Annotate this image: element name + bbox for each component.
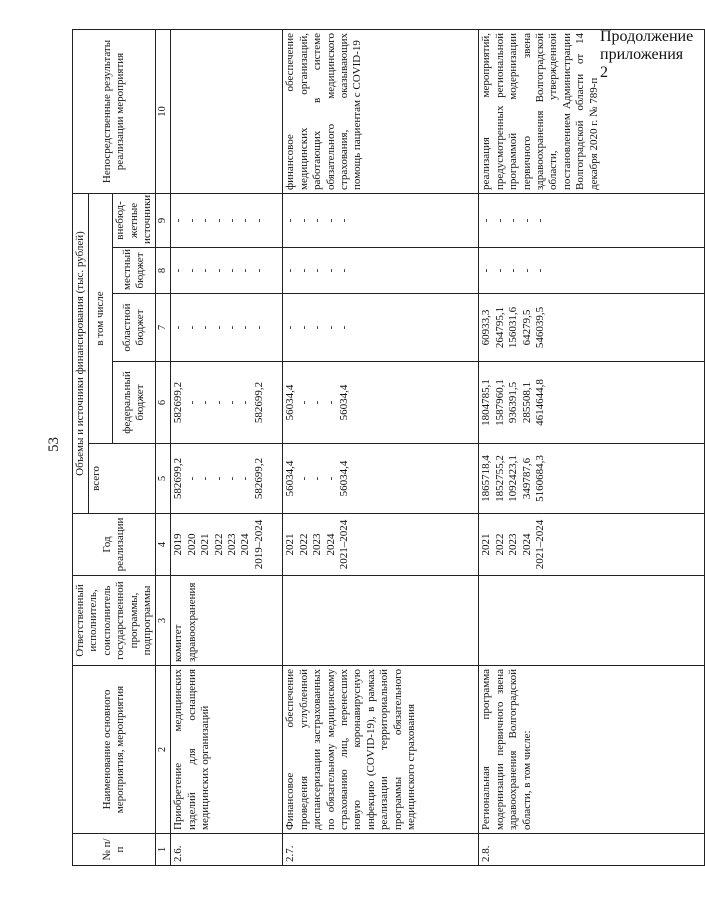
page-number: 53 <box>46 437 62 452</box>
row-number: 2.6. <box>171 834 283 866</box>
value-line: 285508,1 <box>520 381 533 424</box>
row-number: 2.7. <box>283 834 479 866</box>
header-num: № п/п <box>73 834 156 866</box>
value-line: - <box>338 325 351 330</box>
value-line: 349787,6 <box>520 457 533 500</box>
header-funding: Объемы и источники финансирования (тыс. рублей) <box>73 193 89 513</box>
col-number: 3 <box>156 576 171 666</box>
value-line: 64279,5 <box>520 309 533 346</box>
responsible-executor <box>283 576 479 666</box>
value-line: - <box>338 268 351 273</box>
header-including: в том числе <box>89 193 113 443</box>
value-line: 582699,2 <box>172 457 185 500</box>
value-line: - <box>534 268 547 273</box>
value-line: - <box>507 218 520 223</box>
col-number: 1 <box>156 834 171 866</box>
value-line: - <box>199 218 212 223</box>
value-line: - <box>185 325 198 330</box>
extrabudget-values <box>479 193 705 247</box>
value-line: 1804785,1 <box>480 379 493 426</box>
col-number: 6 <box>156 362 171 444</box>
value-line: 582699,2 <box>252 457 265 500</box>
value-line: 936391,5 <box>507 381 520 424</box>
value-line: - <box>297 400 310 405</box>
extrabudget-values <box>283 193 479 247</box>
value-line: - <box>252 325 265 330</box>
col-number: 7 <box>156 294 171 362</box>
regional-values <box>171 294 283 362</box>
value-line: 2022 <box>493 533 506 556</box>
header-responsible: Ответственный исполнитель, соисполнитель государственной программы, подпрограммы <box>73 576 156 666</box>
expected-result: реализация мероприятий, предусмотренных региональной программой модернизации первичного звена здравоохранения Волгоградской области, утвержденной постановлением Администрации Волгоградской области от 14 декабря 2020 г. № 789-п <box>479 29 705 193</box>
value-line: 2021–2024 <box>534 519 547 570</box>
total-values <box>479 444 705 514</box>
value-line: 2024 <box>520 533 533 556</box>
value-line: - <box>324 476 337 481</box>
value-line: 2019 <box>172 533 185 556</box>
year-list <box>283 514 479 576</box>
value-line: - <box>324 268 337 273</box>
rotated-table-area <box>72 30 600 866</box>
value-line: - <box>212 476 225 481</box>
value-line: 156031,6 <box>507 306 520 349</box>
value-line: - <box>199 268 212 273</box>
federal-values <box>283 362 479 444</box>
value-line: - <box>297 268 310 273</box>
value-line: 582699,2 <box>252 381 265 424</box>
row-number: 2.8. <box>479 834 705 866</box>
funding-table <box>72 29 705 866</box>
value-line: - <box>297 325 310 330</box>
federal-values <box>171 362 283 444</box>
value-line: 2022 <box>297 533 310 556</box>
value-line: - <box>493 218 506 223</box>
value-line: - <box>252 268 265 273</box>
header-extrabudget: внебюд-жетные источники <box>113 193 156 247</box>
year-list <box>171 514 283 576</box>
measure-name: Финансовое обеспечение проведения углубленной диспансеризации застрахованных по обязательному медицинскому страхованию лиц, перенесших новую коронавирусную инфекцию (COVID-19), в рамках реализации территориальной программы обязательного медицинского страхования <box>283 666 479 834</box>
table-body <box>171 29 705 865</box>
value-line: 56034,4 <box>338 384 351 421</box>
value-line: 5160684,3 <box>534 455 547 502</box>
value-line: - <box>311 218 324 223</box>
value-line: 2023 <box>226 533 239 556</box>
value-line: - <box>185 476 198 481</box>
value-line: 582699,2 <box>172 381 185 424</box>
value-line: - <box>212 268 225 273</box>
regional-values <box>283 294 479 362</box>
value-line: 60933,3 <box>480 309 493 346</box>
value-line: - <box>311 400 324 405</box>
header-name: Наименование основного мероприятия, мероприятия <box>73 666 156 834</box>
value-line: 1852755,2 <box>493 455 506 502</box>
value-line: - <box>185 400 198 405</box>
value-line: - <box>520 218 533 223</box>
value-line: - <box>338 218 351 223</box>
regional-values <box>479 294 705 362</box>
value-line: - <box>239 400 252 405</box>
year-list <box>479 514 705 576</box>
header-federal: федеральный бюджет <box>113 362 156 444</box>
value-line: 2019–2024 <box>252 519 265 570</box>
value-line: 2020 <box>185 533 198 556</box>
value-line: - <box>199 400 212 405</box>
responsible-executor <box>479 576 705 666</box>
total-values <box>283 444 479 514</box>
value-line: 1092423,1 <box>507 455 520 502</box>
value-line: - <box>212 400 225 405</box>
local-values <box>479 248 705 294</box>
header-results: Непосредственные результаты реализации мероприятия <box>73 29 156 193</box>
value-line: - <box>239 476 252 481</box>
value-line: - <box>311 325 324 330</box>
value-line: 2021 <box>199 533 212 556</box>
value-line: 1587960,1 <box>493 379 506 426</box>
value-line: - <box>493 268 506 273</box>
value-line: - <box>297 218 310 223</box>
value-line: - <box>172 218 185 223</box>
value-line: 56034,4 <box>284 460 297 497</box>
value-line: - <box>520 268 533 273</box>
expected-result <box>171 29 283 193</box>
value-line: - <box>311 268 324 273</box>
value-line: - <box>311 476 324 481</box>
value-line: - <box>284 218 297 223</box>
value-line: 2023 <box>311 533 324 556</box>
value-line: - <box>212 218 225 223</box>
col-number: 2 <box>156 666 171 834</box>
value-line: - <box>199 476 212 481</box>
table-row <box>283 29 479 865</box>
extrabudget-values <box>171 193 283 247</box>
value-line: 2021 <box>284 533 297 556</box>
value-line: - <box>185 218 198 223</box>
value-line: - <box>239 325 252 330</box>
value-line: 546039,5 <box>534 306 547 349</box>
col-number: 4 <box>156 514 171 576</box>
value-line: - <box>324 325 337 330</box>
value-line: - <box>226 325 239 330</box>
value-line: - <box>226 400 239 405</box>
measure-name: Приобретение медицинских изделий для оснащения медицинских организаций <box>171 666 283 834</box>
value-line: - <box>239 268 252 273</box>
value-line: 2024 <box>239 533 252 556</box>
value-line: - <box>226 218 239 223</box>
appendix-label: Продолжение приложения 2 <box>600 28 694 81</box>
value-line: - <box>172 325 185 330</box>
value-line: 2021–2024 <box>338 519 351 570</box>
responsible-executor: комитет здравоохранения <box>171 576 283 666</box>
value-line: 56034,4 <box>284 384 297 421</box>
col-number: 5 <box>156 444 171 514</box>
value-line: 2021 <box>480 533 493 556</box>
value-line: 4614644,8 <box>534 379 547 426</box>
table-row <box>479 29 705 865</box>
total-values <box>171 444 283 514</box>
value-line: - <box>252 218 265 223</box>
value-line: - <box>199 325 212 330</box>
value-line: - <box>507 268 520 273</box>
value-line: 2024 <box>324 533 337 556</box>
col-number: 8 <box>156 248 171 294</box>
value-line: - <box>297 476 310 481</box>
value-line: - <box>212 325 225 330</box>
column-number-row <box>156 29 171 865</box>
col-number: 10 <box>156 29 171 193</box>
value-line: - <box>226 268 239 273</box>
value-line: - <box>480 218 493 223</box>
value-line: 2022 <box>212 533 225 556</box>
value-line: 264795,1 <box>493 306 506 349</box>
value-line: - <box>324 400 337 405</box>
table-row <box>171 29 283 865</box>
value-line: - <box>185 268 198 273</box>
header-year: Год реализации <box>73 514 156 576</box>
value-line: - <box>284 325 297 330</box>
value-line: - <box>172 268 185 273</box>
header-total: всего <box>89 444 156 514</box>
value-line: - <box>324 218 337 223</box>
federal-values <box>479 362 705 444</box>
value-line: - <box>226 476 239 481</box>
value-line: 1865718,4 <box>480 455 493 502</box>
value-line: - <box>239 218 252 223</box>
local-values <box>171 248 283 294</box>
local-values <box>283 248 479 294</box>
value-line: 56034,4 <box>338 460 351 497</box>
value-line: - <box>534 218 547 223</box>
value-line: 2023 <box>507 533 520 556</box>
measure-name: Региональная программа модернизации первичного звена здравоохранения Волгоградской области, в том числе: <box>479 666 705 834</box>
header-local: местный бюджет <box>113 248 156 294</box>
header-regional: областной бюджет <box>113 294 156 362</box>
col-number: 9 <box>156 193 171 247</box>
expected-result: финансовое обеспечение медицинских организаций, работающих в системе обязательного медицинского страхования, оказывающих помощь пациентам с COVID-19 <box>283 29 479 193</box>
value-line: - <box>480 268 493 273</box>
value-line: - <box>284 268 297 273</box>
